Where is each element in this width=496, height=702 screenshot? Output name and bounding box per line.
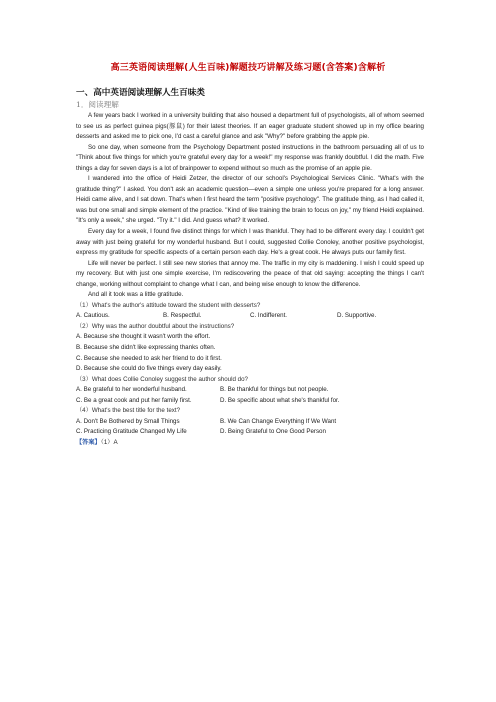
question-prompt: （4）What's the best title for the text? <box>76 407 181 415</box>
question-prompt: （2）Why was the author doubtful about the instructions? <box>76 322 235 330</box>
item-number: 1．阅读理解 <box>76 100 119 109</box>
document-title: 高三英语阅读理解(人生百味)解题技巧讲解及练习题(含答案)含解析 <box>110 63 386 73</box>
answer-label: 【答案】 <box>76 438 101 446</box>
option-a: A. Don't Be Bothered by Small Things <box>76 417 180 425</box>
passage-paragraph: Life will never be perfect. I still see new stories that annoy me. The traffic in my city is maddening. I wish I could speed up my recovery. But with just one simple exercise, I'm rediscovering the peace of that old saying: accepting the things I can't change, working without complaint to change what I can, and being wise enough to know the difference. <box>76 259 424 288</box>
question-prompt: （3）What does Collie Conoley suggest the author should do? <box>76 375 248 383</box>
passage-paragraph: So one day, when someone from the Psychology Department posted instructions in the bathroom persuading all of us to "Think about five things for which you're grateful every day for a week!" my response was frankly doubtful. I did the math. Five things a day for seven days is a lot of brainpower to expend without so much as the promise of an apple pie. <box>76 143 424 172</box>
option-b: B. Be thankful for things but not people. <box>220 386 329 394</box>
question-options <box>76 385 424 396</box>
option-d: D. Be specific about what she's thankful for. <box>220 396 340 404</box>
question-options <box>76 417 424 428</box>
option-c: C. Practicing Gratitude Changed My Life <box>76 428 187 436</box>
option-b: B. Respectful. <box>163 312 202 320</box>
option-c: C. Be a great cook and put her family first. <box>76 396 192 404</box>
option-c: C. Indifferent. <box>250 312 288 320</box>
question-options <box>76 396 424 407</box>
answer-line <box>76 438 424 449</box>
option-b: B. Because she didn't like expressing thanks often. <box>76 344 216 352</box>
option-a: A. Because she thought it wasn't worth the effort. <box>76 333 211 341</box>
closing-line: And all it took was a little gratitude. <box>88 291 184 299</box>
option-d: D. Supportive. <box>337 312 377 320</box>
question-options <box>76 311 424 322</box>
section-heading: 一、高中英语阅读理解人生百味类 <box>76 88 205 98</box>
option-a: A. Be grateful to her wonderful husband. <box>76 386 187 394</box>
passage-body <box>76 111 424 449</box>
option-d: D. Because she could do five things every day easily. <box>76 365 222 373</box>
passage-paragraph: A few years back I worked in a university building that also housed a department full of psychologists, all of whom seemed to see us as perfect guinea pigs(豚鼠) for their latest theories. If an eager graduate student showed up in my office bearing desserts and asked me to pick one, I'd cast a careful glance and ask "Why?" before grabbing the apple pie. <box>76 112 424 141</box>
question-options <box>76 427 424 438</box>
option-b: B. We Can Change Everything If We Want <box>220 417 337 425</box>
passage-paragraph: I wandered into the office of Heidi Zetzer, the director of our school's Psychological Services Clinic. "What's with the gratitude thing?" I asked. You don't ask an academic question—even a simple one unless you're prepared for a long answer. Heidi came alive, and I sat down. That's when I first heard the term "positive psychology". The gratitude thing, as I had called it, was but one small and simple element of the practice. "Kind of like training the brain to focus on joy," my friend Heidi explained. "It's only a week," she urged. "Try it." I did. And guess what? It worked. <box>76 175 424 225</box>
passage-paragraph: Every day for a week, I found five distinct things for which I was thankful. They had to be different every day. I couldn't get away with just being grateful for my wonderful husband. But I could, suggested Collie Conoley, another positive psychologist, express my gratitude for specific aspects of a certain person each day. He's a great cook. He always puts our family first. <box>76 228 424 257</box>
option-a: A. Cautious. <box>76 312 110 320</box>
question-prompt: （1）What's the author's attitude toward the student with desserts? <box>76 301 261 309</box>
option-d: D. Being Grateful to One Good Person <box>220 428 326 436</box>
option-c: C. Because she needed to ask her friend to do it first. <box>76 354 222 362</box>
answer-text: （1）A <box>100 438 118 446</box>
